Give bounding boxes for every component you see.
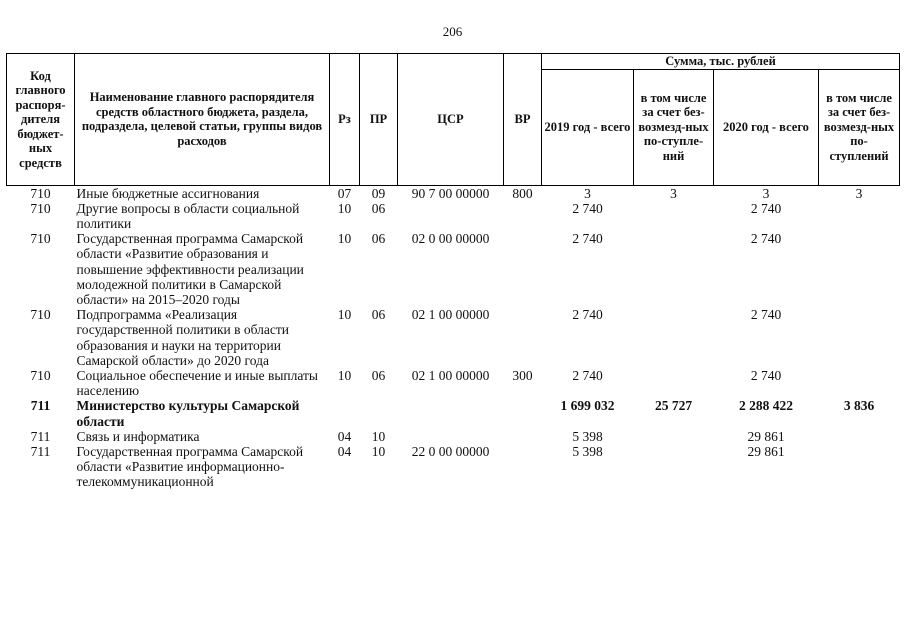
row-2019-gratuitous — [634, 231, 714, 307]
row-2019-total: 2 740 — [572, 307, 603, 323]
table-row — [7, 398, 900, 428]
row-2020-gratuitous: 3 836 — [843, 398, 875, 414]
row-2020-gratuitous — [819, 201, 900, 231]
row-2019-gratuitous — [634, 429, 714, 444]
row-code: 710 — [30, 185, 51, 201]
row-pr: 06 — [371, 231, 386, 247]
header-2020-total: 2020 год - всего — [714, 69, 819, 185]
row-2020-total: 2 740 — [750, 231, 782, 247]
header-2019-total: 2019 год - всего — [542, 69, 634, 185]
table-row — [7, 368, 900, 398]
row-rz: 04 — [337, 443, 352, 459]
row-2020-total: 29 861 — [747, 443, 785, 459]
row-vr: 800 — [512, 185, 533, 201]
table-body — [7, 185, 900, 490]
header-code: Код главного распоря-дителя бюджет-ных средств — [7, 54, 75, 186]
header-2020-gratuitous: в том числе за счет без-возмезд-ных по-ступлений — [819, 69, 900, 185]
row-csr: 02 0 00 00000 — [411, 231, 490, 247]
row-rz: 07 — [337, 185, 352, 201]
header-sum-group: Сумма, тыс. рублей — [542, 54, 900, 70]
row-rz: 10 — [337, 307, 352, 323]
row-csr — [398, 398, 504, 428]
row-csr — [398, 429, 504, 444]
row-vr — [504, 398, 542, 428]
header-rz: Рз — [330, 54, 360, 186]
row-2020-total: 3 — [762, 185, 770, 201]
budget-table — [6, 53, 900, 490]
table-row — [7, 444, 900, 490]
row-name: Связь и информатика — [76, 428, 200, 444]
row-name: Иные бюджетные ассигнования — [76, 185, 260, 201]
row-rz — [330, 398, 360, 428]
row-csr: 02 1 00 00000 — [411, 367, 490, 383]
row-2019-gratuitous — [634, 201, 714, 231]
row-name: Подпрограмма «Реализация государственной политики в области образования и науки на территории Самарской области» до 2020 года — [76, 307, 290, 368]
row-2020-total: 2 740 — [750, 200, 782, 216]
row-2020-gratuitous — [819, 307, 900, 368]
row-vr: 300 — [512, 367, 533, 383]
table-row — [7, 185, 900, 201]
row-2019-gratuitous — [634, 307, 714, 368]
table-row — [7, 231, 900, 307]
row-2019-total: 5 398 — [572, 428, 603, 444]
row-2019-total: 3 — [584, 185, 591, 201]
row-name: Другие вопросы в области социальной политики — [76, 200, 300, 231]
row-2019-gratuitous — [634, 368, 714, 398]
row-2020-gratuitous: 3 — [855, 185, 863, 201]
row-2019-gratuitous: 3 — [670, 185, 677, 201]
row-rz: 04 — [337, 428, 352, 444]
row-pr: 10 — [371, 443, 386, 459]
row-rz: 10 — [337, 200, 352, 216]
row-pr: 09 — [371, 185, 386, 201]
row-pr: 06 — [371, 307, 386, 323]
row-csr: 90 7 00 00000 — [411, 185, 490, 201]
header-csr: ЦСР — [398, 54, 504, 186]
row-vr — [504, 444, 542, 490]
row-2019-total: 5 398 — [572, 443, 603, 459]
header-2019-gratuitous: в том числе за счет без-возмезд-ных по-ступле-ний — [634, 69, 714, 185]
table-row — [7, 429, 900, 444]
row-2020-total: 2 288 422 — [739, 398, 793, 414]
row-pr: 06 — [371, 367, 386, 383]
row-2020-gratuitous — [819, 231, 900, 307]
table-row — [7, 307, 900, 368]
table-header — [7, 54, 900, 186]
row-code: 711 — [30, 428, 51, 444]
row-rz: 10 — [337, 367, 352, 383]
row-vr — [504, 307, 542, 368]
row-name: Министерство культуры Самарской области — [76, 398, 300, 429]
row-2020-total: 29 861 — [747, 428, 785, 444]
row-2019-gratuitous — [634, 444, 714, 490]
row-2019-total: 1 699 032 — [560, 398, 615, 414]
row-name: Социальное обеспечение и иные выплаты населению — [76, 367, 318, 399]
row-pr: 06 — [371, 200, 386, 216]
row-code: 711 — [30, 443, 51, 459]
page-number: 206 — [442, 24, 463, 39]
row-csr: 22 0 00 00000 — [411, 443, 490, 459]
row-2019-total: 2 740 — [572, 367, 603, 383]
row-vr — [504, 231, 542, 307]
row-pr — [360, 398, 398, 428]
row-2020-gratuitous — [819, 368, 900, 398]
row-name: Государственная программа Самарской области «Развитие образования и повышение эффективности реализации молодежной политики в Самарской области» на 2015–2020 годы — [76, 231, 304, 307]
row-2020-gratuitous — [819, 444, 900, 490]
row-2019-total: 2 740 — [572, 231, 603, 247]
row-pr: 10 — [371, 428, 386, 444]
row-code: 710 — [30, 367, 51, 383]
row-rz: 10 — [337, 231, 352, 247]
header-name: Наименование главного распорядителя средств областного бюджета, раздела, подраздела, целевой статьи, группы видов расходов — [75, 54, 330, 186]
row-csr: 02 1 00 00000 — [411, 307, 490, 323]
row-vr — [504, 429, 542, 444]
header-pr: ПР — [360, 54, 398, 186]
row-2020-gratuitous — [819, 429, 900, 444]
row-name: Государственная программа Самарской области «Развитие информационно-телекоммуникационной — [76, 443, 304, 490]
row-2019-total: 2 740 — [572, 200, 603, 216]
row-csr — [398, 201, 504, 231]
row-code: 710 — [30, 307, 51, 323]
row-2020-total: 2 740 — [750, 367, 782, 383]
row-2019-gratuitous: 25 727 — [654, 398, 693, 414]
row-code: 710 — [30, 231, 51, 247]
table-row — [7, 201, 900, 231]
row-code: 711 — [30, 398, 51, 414]
row-code: 710 — [30, 200, 51, 216]
row-vr — [504, 201, 542, 231]
header-vr: ВР — [504, 54, 542, 186]
row-2020-total: 2 740 — [750, 307, 782, 323]
